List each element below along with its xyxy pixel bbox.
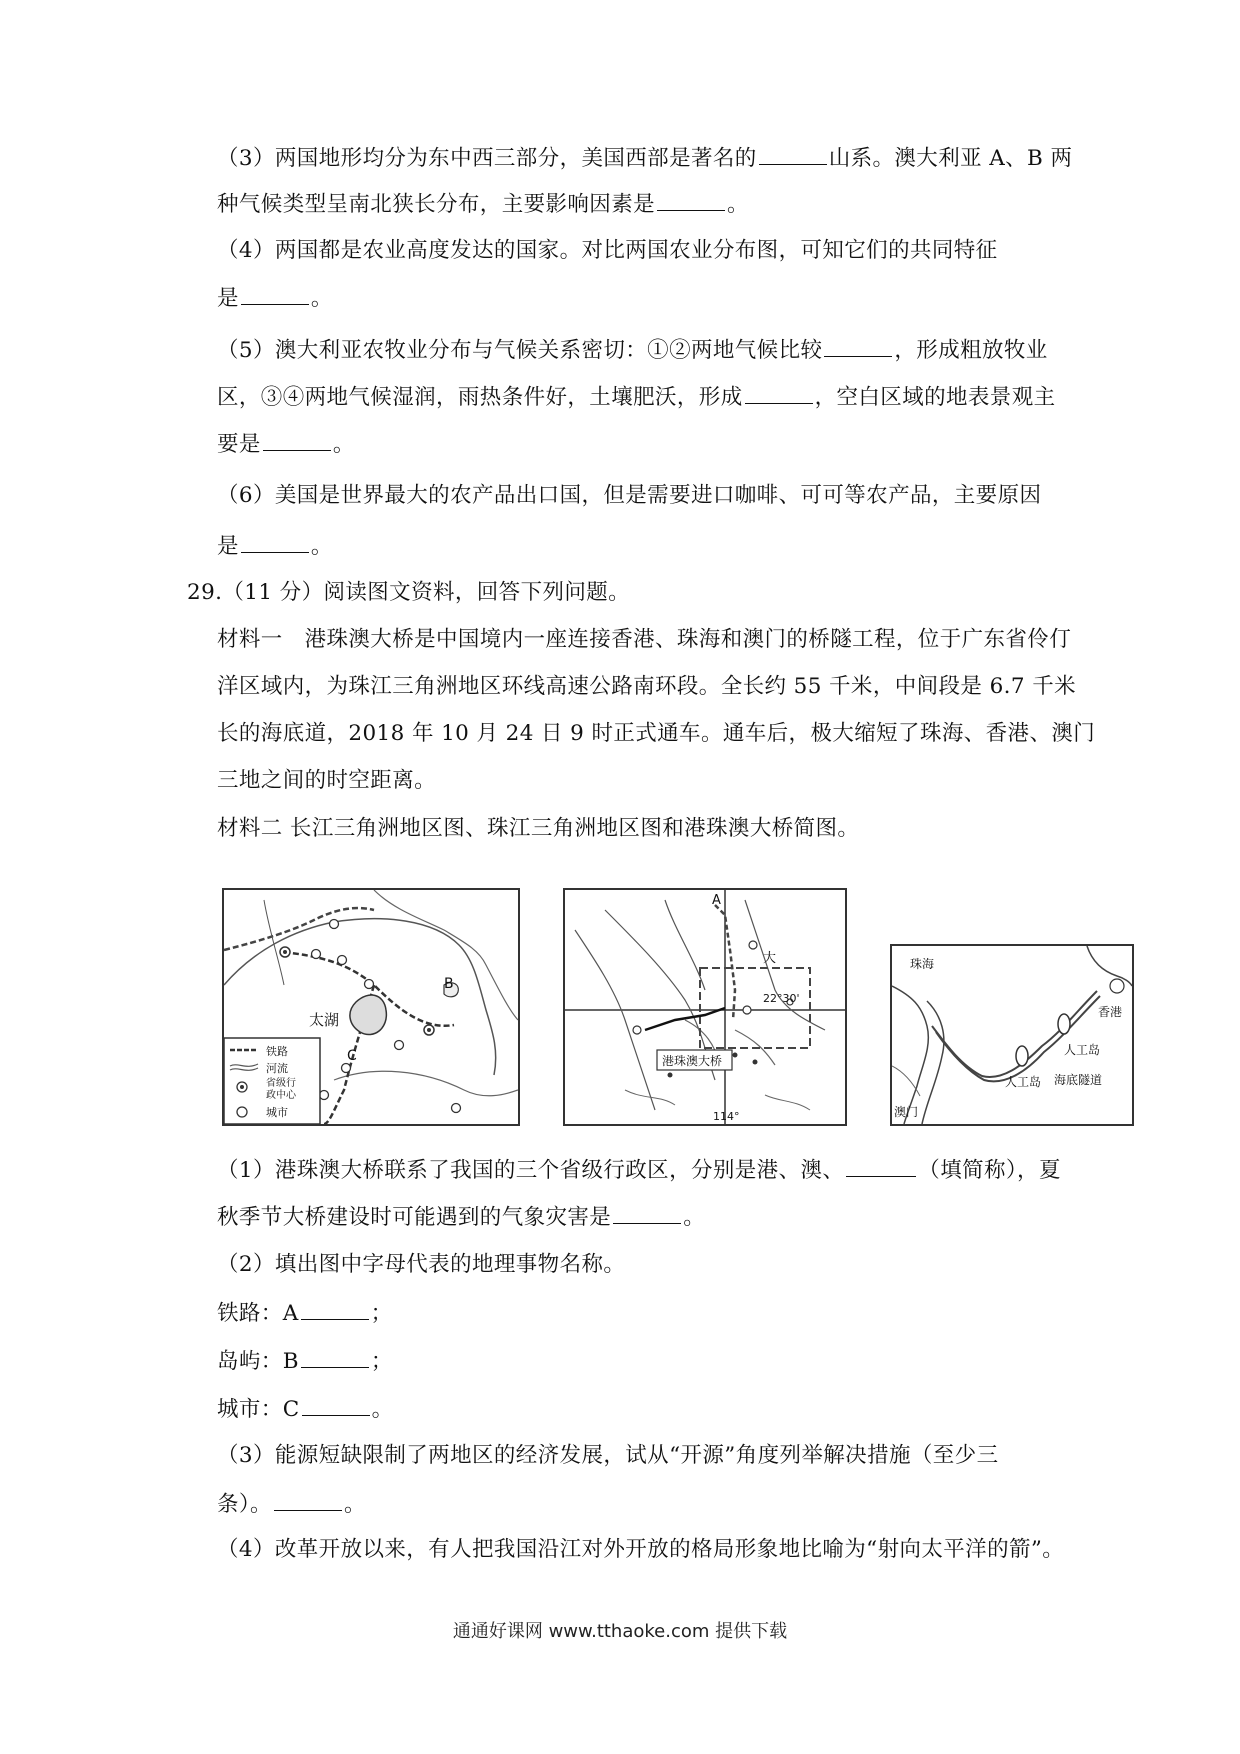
text: 。 bbox=[343, 1492, 366, 1517]
pearl-delta-map bbox=[563, 888, 847, 1126]
q28-p5-line1 bbox=[217, 334, 1048, 366]
text: ，空白区域的地表景观主 bbox=[814, 385, 1056, 410]
text: 长的海底道，2018 年 10 月 24 日 9 时正式通车。通车后，极大缩短了珠海、香港、澳门 bbox=[217, 721, 1096, 746]
pearl-delta-map-drawing bbox=[565, 890, 845, 1124]
text: （4）改革开放以来，有人把我国沿江对外开放的格局形象地比喻为“射向太平洋的箭”。 bbox=[217, 1537, 1065, 1562]
label-da: 大 bbox=[763, 951, 777, 966]
text: 。 bbox=[310, 534, 333, 559]
text: 三地之间的时空距离。 bbox=[217, 768, 437, 793]
answer-blank[interactable] bbox=[302, 1393, 370, 1416]
answer-blank[interactable] bbox=[241, 282, 309, 305]
text: 要是 bbox=[217, 432, 261, 457]
text: 铁路：A bbox=[217, 1301, 299, 1326]
text: 是 bbox=[217, 286, 239, 311]
hongkong-label: 香港 bbox=[1098, 1005, 1123, 1019]
q29-material2 bbox=[217, 814, 859, 844]
longitude-label: 114° bbox=[713, 1110, 740, 1123]
legend-city: 城市 bbox=[266, 1106, 288, 1119]
text: 是 bbox=[217, 534, 239, 559]
q29-rail-line bbox=[217, 1297, 393, 1329]
q29-material1-line4 bbox=[217, 766, 436, 796]
text: 材料一 港珠澳大桥是中国境内一座连接香港、珠海和澳门的桥隧工程，位于广东省伶仃 bbox=[217, 627, 1072, 652]
q29-material1-line2 bbox=[217, 672, 1076, 702]
text: ； bbox=[370, 1301, 393, 1326]
q29-material1-line1 bbox=[217, 625, 1071, 655]
text: 洋区域内，为珠江三角洲地区环线高速公路南环段。全长约 55 千米，中间段是 6.7 千米 bbox=[217, 674, 1076, 699]
answer-blank[interactable] bbox=[846, 1154, 916, 1177]
question-title: 29.（11 分）阅读图文资料，回答下列问题。 bbox=[187, 580, 631, 605]
bridge-sketch-map bbox=[890, 944, 1134, 1126]
text: （1）港珠澳大桥联系了我国的三个省级行政区，分别是港、澳、 bbox=[217, 1158, 845, 1183]
text: 。 bbox=[371, 1397, 394, 1422]
answer-blank[interactable] bbox=[301, 1345, 369, 1368]
text: （6）美国是世界最大的农产品出口国，但是需要进口咖啡、可可等农产品，主要原因 bbox=[217, 483, 1042, 508]
q29-s1-line2 bbox=[217, 1201, 705, 1233]
q29-city-line bbox=[217, 1393, 393, 1425]
label-c: C bbox=[347, 1048, 357, 1064]
answer-blank[interactable] bbox=[241, 530, 309, 553]
artificial-island-2: 人工岛 bbox=[1005, 1075, 1042, 1089]
page-footer: 通通好课网 www.tthaoke.com 提供下载 bbox=[452, 1621, 788, 1642]
q29-s1-line1 bbox=[217, 1154, 1061, 1186]
q29-island-line bbox=[217, 1345, 393, 1377]
legend-rail: 铁路 bbox=[266, 1045, 288, 1058]
q29-s3-line2 bbox=[217, 1488, 366, 1520]
text: 。 bbox=[683, 1205, 706, 1230]
text: 。 bbox=[727, 192, 749, 217]
text: （2）填出图中字母代表的地理事物名称。 bbox=[217, 1252, 626, 1277]
tunnel-label: 海底隧道 bbox=[1054, 1073, 1103, 1087]
answer-blank[interactable] bbox=[613, 1201, 681, 1224]
legend-river: 河流 bbox=[266, 1062, 288, 1075]
label-b: B bbox=[444, 976, 454, 992]
q28-p4-line2 bbox=[217, 282, 333, 314]
q29-s4-line1 bbox=[217, 1535, 1064, 1565]
q28-p5-line2 bbox=[217, 381, 1056, 413]
answer-blank[interactable] bbox=[657, 188, 725, 211]
yangtze-delta-map-drawing bbox=[224, 890, 518, 1124]
zhuhai-label: 珠海 bbox=[910, 957, 935, 971]
q28-p3-line1 bbox=[217, 142, 1072, 174]
text: 区，③④两地气候湿润，雨热条件好，土壤肥沃，形成 bbox=[217, 385, 743, 410]
q29-material1-line3 bbox=[217, 719, 1095, 749]
text: （填简称），夏 bbox=[918, 1158, 1061, 1183]
text: 山系。澳大利亚 A、B 两 bbox=[828, 146, 1073, 171]
yangtze-delta-map bbox=[222, 888, 520, 1126]
text: （4）两国都是农业高度发达的国家。对比两国农业分布图，可知它们的共同特征 bbox=[217, 238, 998, 263]
text: 城市：C bbox=[217, 1397, 300, 1422]
q29-header bbox=[187, 578, 630, 608]
answer-blank[interactable] bbox=[759, 142, 827, 165]
latitude-label: 22°30' bbox=[763, 992, 800, 1005]
text: （3）能源短缺限制了两地区的经济发展，试从“开源”角度列举解决措施（至少三 bbox=[217, 1443, 999, 1468]
q28-p6-line2 bbox=[217, 530, 333, 562]
answer-blank[interactable] bbox=[263, 428, 331, 451]
legend-capital-1: 省级行 bbox=[266, 1078, 296, 1089]
text: 秋季节大桥建设时可能遇到的气象灾害是 bbox=[217, 1205, 612, 1230]
q28-p6-line1 bbox=[217, 481, 1041, 511]
bridge-label: 港珠澳大桥 bbox=[662, 1054, 723, 1068]
text: ，形成粗放牧业 bbox=[894, 338, 1048, 363]
q29-s3-line1 bbox=[217, 1441, 998, 1471]
artificial-island-1: 人工岛 bbox=[1064, 1043, 1101, 1057]
answer-blank[interactable] bbox=[301, 1297, 369, 1320]
taihu-label: 太湖 bbox=[309, 1011, 340, 1029]
text: （3）两国地形均分为东中西三部分，美国西部是著名的 bbox=[217, 146, 757, 171]
text: 条）。 bbox=[217, 1492, 272, 1517]
answer-blank[interactable] bbox=[274, 1488, 342, 1511]
legend-capital-2: 政中心 bbox=[266, 1090, 296, 1101]
text: 岛屿：B bbox=[217, 1349, 299, 1374]
answer-blank[interactable] bbox=[745, 381, 813, 404]
q29-s2 bbox=[217, 1250, 625, 1280]
text: 。 bbox=[310, 286, 333, 311]
bridge-sketch-map-drawing bbox=[892, 946, 1132, 1124]
q28-p3-line2 bbox=[217, 188, 749, 220]
q28-p5-line3 bbox=[217, 428, 355, 460]
text: ； bbox=[370, 1349, 393, 1374]
macau-label: 澳门 bbox=[894, 1105, 919, 1119]
q28-p4-line1 bbox=[217, 236, 998, 266]
answer-blank[interactable] bbox=[824, 334, 892, 357]
text: 材料二 长江三角洲地区图、珠江三角洲地区图和港珠澳大桥简图。 bbox=[217, 816, 860, 841]
text: 。 bbox=[332, 432, 355, 457]
text: （5）澳大利亚农牧业分布与气候关系密切：①②两地气候比较 bbox=[217, 338, 823, 363]
label-a: A bbox=[712, 893, 721, 908]
text: 种气候类型呈南北狭长分布，主要影响因素是 bbox=[217, 192, 656, 217]
